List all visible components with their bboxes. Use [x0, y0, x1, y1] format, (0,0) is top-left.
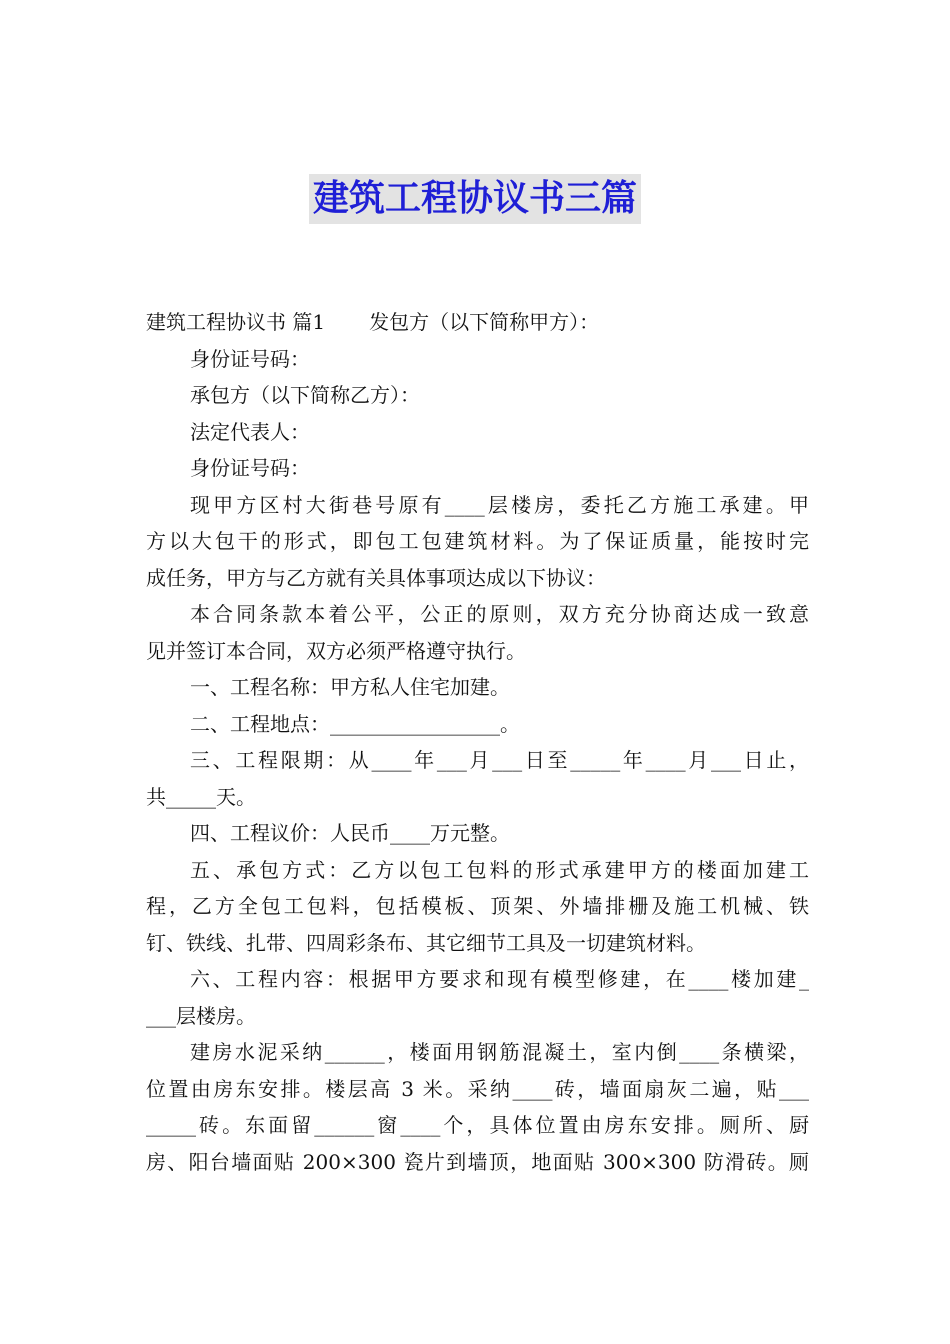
- paragraph-line: 共_____天。: [146, 784, 256, 809]
- paragraph-line: [146, 304, 809, 341]
- paragraph-line: 二、工程地点：_________________。: [190, 711, 520, 736]
- paragraph-line: 身份证号码：: [190, 456, 310, 480]
- paragraph-line: 钉、铁线、扎带、四周彩条布、其它细节工具及一切建筑材料。: [146, 930, 706, 955]
- paragraph-line: 六、工程内容：根据甲方要求和现有模型修建，在____楼加建_: [190, 967, 809, 991]
- paragraph-line: 方以大包干的形式，即包工包建筑材料。为了保证质量，能按时完: [146, 529, 809, 553]
- paragraph-line: 成任务，甲方与乙方就有关具体事项达成以下协议：: [146, 565, 606, 590]
- document-title: 建筑工程协议书三篇: [309, 174, 641, 224]
- paragraph-line: 建房水泥采纳______，楼面用钢筋混凝土，室内倒____条横梁，: [190, 1040, 809, 1064]
- party-a-label: 发包方（以下简称甲方）：: [369, 310, 600, 334]
- document-body: [146, 304, 809, 1180]
- section-heading: 建筑工程协议书 篇1: [146, 310, 326, 334]
- paragraph-line: 四、工程议价：人民币____万元整。: [190, 821, 510, 845]
- paragraph-line: 身份证号码：: [190, 346, 310, 371]
- paragraph-line: 三、工程限期：从____年___月___日至_____年____月___日止，: [190, 748, 809, 772]
- paragraph-line: ___层楼房。: [146, 1003, 256, 1028]
- paragraph-line: 见并签订本合同，双方必须严格遵守执行。: [146, 638, 526, 663]
- paragraph-line: 本合同条款本着公平，公正的原则，双方充分协商达成一致意: [190, 602, 809, 626]
- paragraph-line: _____砖。东面留______窗____个，具体位置由房东安排。厕所、厨: [146, 1113, 809, 1137]
- document-title-wrap: [0, 174, 950, 224]
- paragraph-line: 法定代表人：: [190, 419, 310, 444]
- paragraph-line: 现甲方区村大街巷号原有____层楼房，委托乙方施工承建。甲: [190, 492, 809, 517]
- paragraph-line: 五、承包方式：乙方以包工包料的形式承建甲方的楼面加建工: [190, 857, 809, 882]
- paragraph-line: 房、阳台墙面贴 200×300 瓷片到墙顶，地面贴 300×300 防滑砖。厕: [146, 1149, 809, 1174]
- paragraph-line: 程，乙方全包工包料，包括模板、顶架、外墙排栅及施工机械、铁: [146, 894, 809, 918]
- paragraph-line: 一、工程名称：甲方私人住宅加建。: [190, 675, 510, 699]
- paragraph-line: 承包方（以下简称乙方）：: [190, 383, 420, 407]
- paragraph-line: 位置由房东安排。楼层高 3 米。采纳____砖，墙面扇灰二遍，贴___: [146, 1076, 809, 1101]
